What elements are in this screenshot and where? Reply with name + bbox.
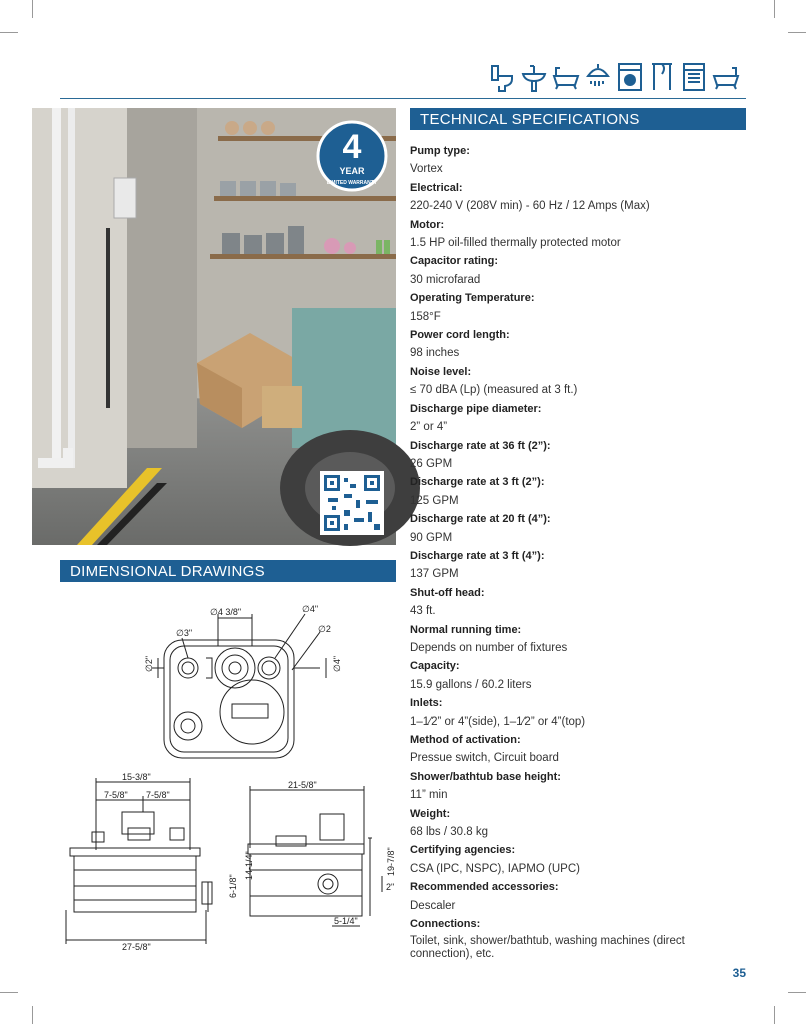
spec-connections: [410, 915, 750, 961]
spec-label: Weight:: [410, 807, 451, 820]
dimension-label: 27-5/8": [122, 942, 151, 952]
spec-value: 2” or 4”: [410, 421, 448, 434]
dimension-label: 7-5/8": [104, 790, 128, 800]
spec-capacitor-rating: [410, 252, 750, 289]
spec-discharge-rate-3ft-4in: [410, 547, 750, 584]
spec-value: 158°F: [410, 310, 441, 323]
spec-shower-base-height: [410, 768, 750, 805]
sink-icon: [520, 60, 548, 94]
spec-shut-off-head: [410, 584, 750, 621]
front-view-drawing: [60, 770, 254, 952]
side-view-drawing: [246, 778, 396, 938]
page-number: 35: [732, 966, 746, 980]
spec-electrical: [410, 179, 750, 216]
dishwasher-icon: [648, 60, 676, 94]
dimension-label: 14-1/4": [244, 851, 254, 880]
spec-label: Power cord length:: [410, 329, 510, 342]
spec-value: ≤ 70 dBA (Lp) (measured at 3 ft.): [410, 384, 578, 397]
crop-mark: [0, 992, 18, 993]
spec-value: 220-240 V (208V min) - 60 Hz / 12 Amps (Max): [410, 200, 650, 213]
spec-label: Discharge rate at 36 ft (2”):: [410, 439, 551, 452]
spec-value: 15.9 gallons / 60.2 liters: [410, 678, 532, 691]
washing-machine-icon: [616, 60, 644, 94]
spec-label: Recommended accessories:: [410, 881, 559, 894]
spec-certifying-agencies: [410, 841, 750, 878]
spec-value: 30 microfarad: [410, 273, 481, 286]
spec-label: Shower/bathtub base height:: [410, 770, 561, 783]
dimension-label: ∅4": [332, 655, 342, 672]
spec-value: 11” min: [410, 789, 448, 802]
spec-label: Discharge pipe diameter:: [410, 402, 542, 415]
spec-method-of-activation: [410, 731, 750, 768]
spec-inlets: [410, 694, 750, 731]
spec-label: Connections:: [410, 918, 481, 931]
spec-value: 26 GPM: [410, 457, 453, 470]
dimension-label: ∅4 3/8": [210, 607, 242, 617]
spec-label: Capacity:: [410, 660, 460, 673]
dimensional-drawings-title: DIMENSIONAL DRAWINGS: [70, 562, 265, 580]
warranty-year-label: YEAR: [339, 166, 365, 176]
spec-label: Discharge rate at 20 ft (4”):: [410, 513, 551, 526]
crop-mark: [774, 0, 775, 18]
dimensional-drawings-banner: [60, 560, 396, 582]
spec-value: CSA (IPC, NSPC), IAPMO (UPC): [410, 862, 580, 875]
dimension-label: 21-5/8": [288, 780, 317, 790]
dimension-label: 2": [386, 882, 395, 892]
spec-label: Motor:: [410, 218, 445, 231]
spec-value: 90 GPM: [410, 531, 453, 544]
spec-motor: [410, 216, 750, 253]
spec-value: 43 ft.: [410, 605, 436, 618]
specifications-list: [410, 142, 750, 961]
spec-label: Method of activation:: [410, 734, 521, 746]
spec-label: Normal running time:: [410, 623, 522, 636]
dimension-label: 15-3/8": [122, 772, 151, 782]
spec-noise-level: [410, 363, 750, 400]
toilet-icon: [488, 60, 516, 94]
header-rule: [60, 98, 746, 99]
warranty-badge: [318, 122, 386, 190]
crop-mark: [32, 0, 33, 18]
top-view-drawing: [130, 598, 350, 768]
spec-label: Capacitor rating:: [410, 255, 499, 268]
basement-illustration: [32, 108, 396, 545]
spec-discharge-rate-36ft-2in: [410, 437, 750, 474]
dimension-label: 19-7/8": [386, 847, 396, 876]
spec-value: 1.5 HP oil-filled thermally protected motor: [410, 237, 621, 250]
spec-discharge-rate-3ft-2in: [410, 473, 750, 510]
crop-mark: [0, 32, 18, 33]
dimension-label: ∅2: [318, 624, 331, 634]
spec-label: Shut-off head:: [410, 586, 485, 599]
spec-value: 1–1⁄2” or 4”(side), 1–1⁄2” or 4”(top): [410, 715, 586, 728]
spec-operating-temperature: [410, 289, 750, 326]
spec-power-cord-length: [410, 326, 750, 363]
spec-value: Descaler: [410, 899, 456, 912]
spec-value: Pressue switch, Circuit board: [410, 752, 559, 765]
shower-icon: [584, 60, 612, 94]
spec-value: Toilet, sink, shower/bathtub, washing machines (direct connection), etc.: [410, 935, 685, 961]
crop-mark: [788, 32, 806, 33]
spec-value: Depends on number of fixtures: [410, 641, 568, 654]
dimension-label: 6-1/8": [228, 874, 238, 898]
crop-mark: [32, 1006, 33, 1024]
spec-discharge-pipe-diameter: [410, 400, 750, 437]
spec-recommended-accessories: [410, 878, 750, 915]
spec-label: Discharge rate at 3 ft (4”):: [410, 549, 545, 562]
dimension-label: ∅2": [144, 655, 154, 672]
spec-label: Inlets:: [410, 697, 443, 710]
spec-normal-running-time: [410, 621, 750, 658]
warranty-years: 4: [342, 128, 362, 166]
bathtub-icon: [552, 60, 580, 94]
spec-label: Noise level:: [410, 365, 472, 378]
dimension-label: 7-5/8": [146, 790, 170, 800]
dimension-label: ∅3": [176, 628, 193, 638]
spec-discharge-rate-20ft-4in: [410, 510, 750, 547]
spec-label: Certifying agencies:: [410, 844, 516, 857]
qr-code-icon: [320, 471, 384, 535]
spec-label: Operating Temperature:: [410, 292, 535, 305]
laundry-tub-icon: [680, 60, 708, 94]
crop-mark: [774, 1006, 775, 1024]
fixture-icon-row: [488, 60, 748, 100]
spec-label: Pump type:: [410, 145, 470, 157]
spec-label: Electrical:: [410, 181, 463, 194]
spec-value: 125 GPM: [410, 494, 459, 507]
warranty-type-label: LIMITED WARRANTY: [326, 180, 378, 186]
product-photo: [32, 108, 396, 545]
spec-value: 68 lbs / 30.8 kg: [410, 826, 488, 839]
spec-value: 137 GPM: [410, 568, 459, 581]
spec-value: Vortex: [410, 163, 443, 176]
crop-mark: [788, 992, 806, 993]
spec-capacity: [410, 657, 750, 694]
dimension-label: ∅4": [302, 604, 319, 614]
spec-pump-type: [410, 142, 750, 179]
spec-value: 98 inches: [410, 347, 460, 360]
technical-specifications-banner: [410, 108, 746, 130]
spec-weight: [410, 805, 750, 842]
technical-specifications-title: TECHNICAL SPECIFICATIONS: [420, 110, 640, 128]
bathtub-icon: [712, 60, 740, 94]
spec-label: Discharge rate at 3 ft (2”):: [410, 476, 545, 489]
dimension-label: 5-1/4": [334, 916, 358, 926]
